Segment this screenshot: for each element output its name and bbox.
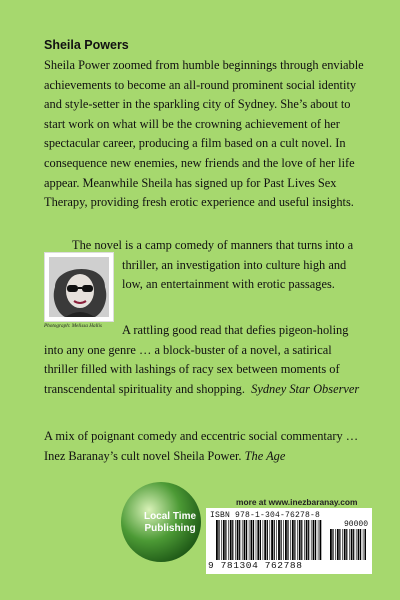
website-link[interactable]: more at www.inezbaranay.com [236,497,358,507]
price-code: 90000 [343,520,368,529]
review-2-source: The Age [244,448,286,463]
blurb-paragraph-2 [72,236,368,295]
ean-number: 9 781304 762788 [208,560,303,571]
book-title: Sheila Powers [44,38,129,52]
addon-barcode-icon [330,529,366,560]
review-1-text: A rattling good read that defies pigeon-holing into any one genre … a block-buster of a novel, a satirical thriller filled with lashings of racy sex between moments of transcendental spirituality and shopping. [44,323,349,396]
publisher-logo-icon [120,481,202,563]
publisher-name-line1: Local Time [143,511,197,522]
author-portrait-icon [49,257,109,317]
publisher-name-line2: Publishing [144,523,196,534]
author-photo [44,252,114,322]
review-2-text: A mix of poignant comedy and eccentric social commentary … Inez Baranay’s cult novel Sheila Power. [44,429,359,463]
barcode-icon [216,520,322,560]
photo-credit: Photograph: Melissa Hallis [44,323,102,329]
isbn-label: ISBN 978-1-304-76278-8 [210,511,321,520]
blurb-paragraph-1: Sheila Power zoomed from humble beginnings through enviable achievements to become an all-round prominent social identity and style-setter in the sparkling city of Sydney. She’s about to start work on what will be the crowning achievement of her spectacular career, producing a film based on a cult novel. In consequence new enemies, new friends and the love of her life appear. Meanwhile Sheila has signed up for Past Lives Sex Therapy, providing fresh erotic experience and useful insights. [44,58,364,210]
author-portrait-image [49,257,109,317]
barcode-panel [206,508,372,574]
blurb-paragraph-2-text: The novel is a camp comedy of manners that turns into a thriller, an investigation into culture high and low, an entertainment with erotic passages. [72,238,354,292]
review-1-source: Sydney Star Observer [251,381,360,396]
review-2 [44,427,368,466]
review-1 [44,321,368,399]
